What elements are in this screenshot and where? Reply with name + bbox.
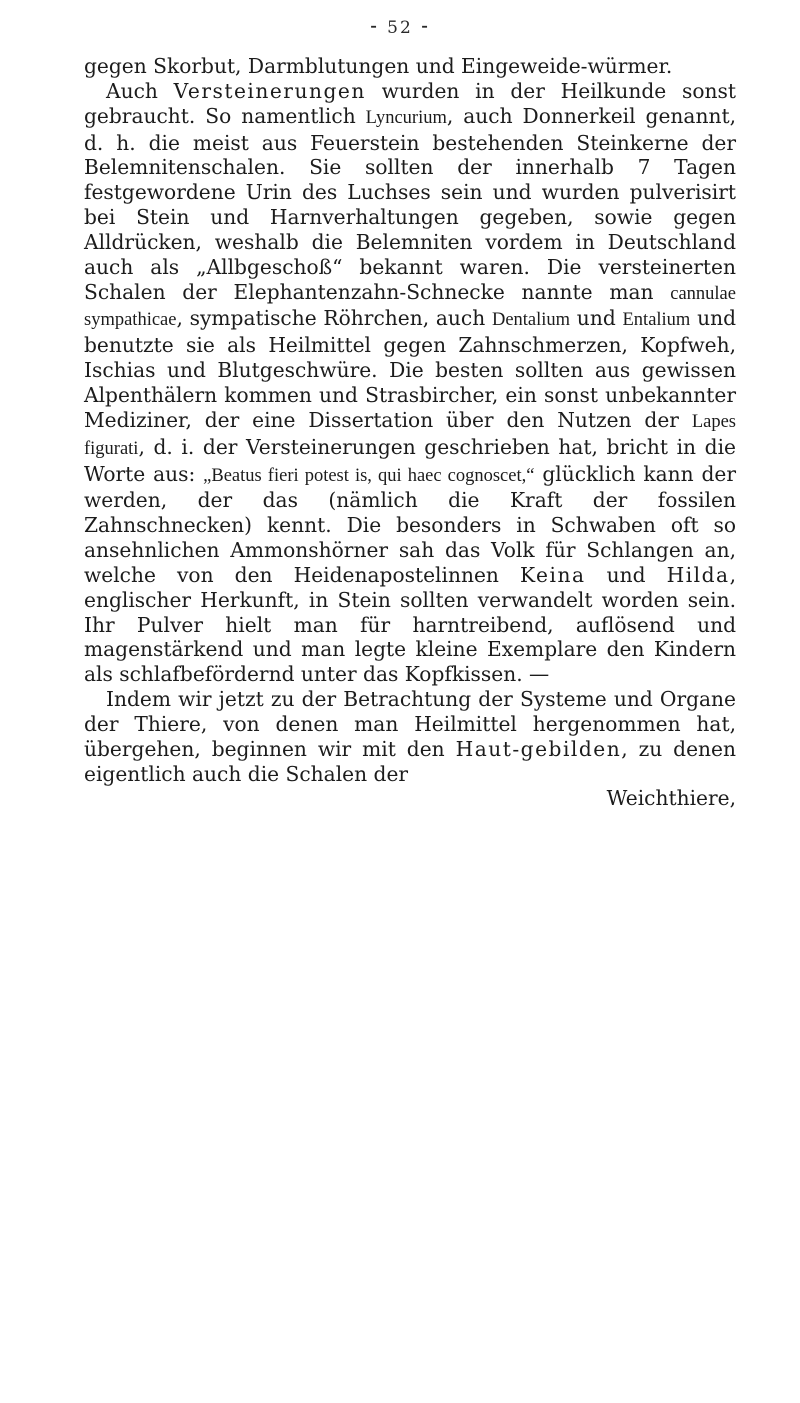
paragraph (84, 79, 736, 687)
paragraph (84, 687, 736, 786)
text-segment: gegen Skorbut, Darmblutungen und Eingeweide-würmer. (84, 54, 673, 78)
text-segment: , zu denen eigentlich auch die Schalen der (84, 736, 736, 786)
page-number-header: ⁃ 52 ⁃ (369, 18, 431, 38)
text-segment: und benutzte sie als Heilmittel gegen Zahnschmerzen, Kopfweh, Ischias und Blutgeschwüre. Die besten sollten aus gewissen Alpenthälern kommen und Strasbircher, ein sonst unbekannter Mediziner, der eine Dissertation über den Nutzen der (84, 306, 737, 432)
text-segment: , englischer Herkunft, in Stein sollten verwandelt worden sein. Ihr Pulver hielt man für harntreibend, auflösend und magenstärkend und man legte kleine Exemplare den Kindern als schlafbefördernd unter das Kopfkissen. — (84, 562, 736, 687)
text-segment: Auch (106, 78, 174, 103)
emphasized-text: Haut-gebilden (455, 736, 622, 761)
emphasized-text: Keina (520, 562, 586, 587)
latin-text: Dentalium (491, 310, 571, 331)
catchword: Weichthiere, (606, 786, 736, 811)
latin-text: Lyncurium (365, 107, 447, 128)
text-segment: , auch Donnerkeil genannt, d. h. die meist aus Feuerstein bestehenden Steinkerne der Belemnitenschalen. Sie sollten der innerhalb 7 Tagen festgewordene Urin des Luchses sein und wurden pulverisirt bei Stein und Harnverhaltungen gegeben, sowie gegen Alldrücken, weshalb die Belemniten vordem in Deutschland auch als „Allbgeschoß“ bekannt waren. Die versteinerten Schalen der Elephantenzahn-Schnecke nannte man (84, 103, 736, 304)
body-text (84, 54, 736, 811)
latin-text: Entalium (622, 310, 691, 331)
text-segment: , sympatische Röhrchen, auch (176, 306, 492, 331)
latin-text: cannulae sympathicae (84, 283, 736, 331)
paragraph (84, 54, 736, 79)
emphasized-text: Versteinerungen (173, 78, 366, 103)
text-segment: wurden in der Heilkunde sonst gebraucht. So namentlich (84, 78, 736, 128)
latin-text: Lapes figurati (84, 411, 736, 459)
text-segment: und (585, 562, 667, 587)
latin-text: „Beatus fieri potest is, qui haec cognoscet,“ (203, 465, 535, 486)
emphasized-text: Hilda (666, 562, 730, 587)
text-segment: , d. i. der Versteinerungen geschrieben hat, bricht in die Worte aus: (84, 434, 736, 486)
text-segment: Indem wir jetzt zu der Betrachtung der Systeme und Organe der Thiere, von denen man Heilmittel hergenommen hat, übergehen, beginnen wir mit den (84, 687, 736, 761)
text-segment: und (570, 306, 623, 331)
text-segment: glücklich kann der werden, der das (nämlich die Kraft der fossilen Zahnschnecken) kennt. Die besonders in Schwaben oft so ansehnlichen Ammonshörner sah das Volk für Schlangen an, welche von den Heidenapostelinnen (84, 461, 736, 587)
